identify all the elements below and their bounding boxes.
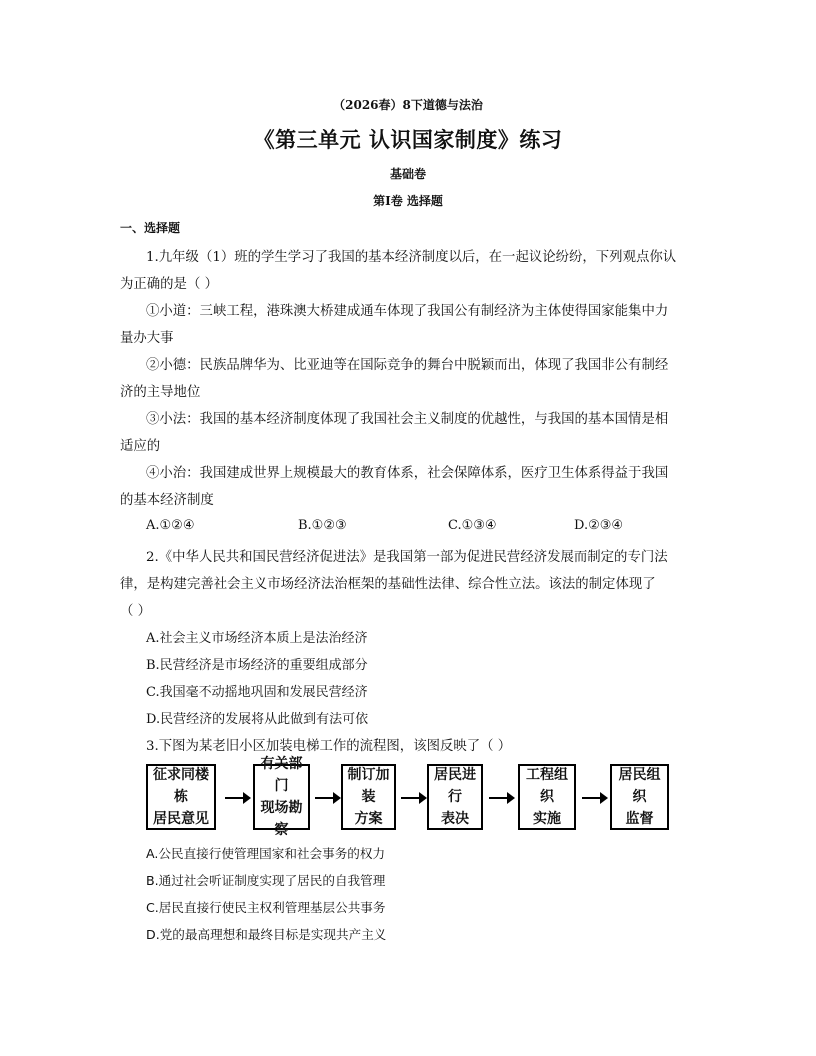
right-arrow-icon (488, 788, 516, 808)
q3-option-a[interactable]: A.公民直接行使管理国家和社会事务的权力 (146, 846, 386, 861)
q1-option-a[interactable]: A.①②④ (146, 518, 195, 533)
flow-step-3-line1: 制订加装 (347, 767, 390, 805)
right-arrow-icon (314, 788, 342, 808)
flow-step-5-line2: 实施 (533, 811, 561, 827)
flow-step-1 (146, 764, 216, 830)
q3-option-c[interactable]: C.居民直接行使民主权利管理基层公共事务 (146, 900, 386, 915)
flow-step-2 (253, 756, 310, 838)
flow-step-1-line2: 居民意见 (153, 811, 209, 827)
elevator-flowchart (120, 756, 680, 838)
q1-statement-3-line2: 适应的 (120, 439, 161, 454)
page-title: 《第三单元 认识国家制度》练习 (253, 127, 563, 152)
q1-statement-4-line1: ④小治：我国建成世界上规模最大的教育体系，社会保障体系，医疗卫生体系得益于我国 (146, 466, 669, 481)
flow-step-4-line2: 表决 (441, 811, 469, 827)
paper-part: 第Ⅰ卷 选择题 (373, 194, 443, 208)
q2-option-d[interactable]: D.民营经济的发展将从此做到有法可依 (146, 712, 369, 727)
paper-level: 基础卷 (389, 167, 426, 181)
q2-option-a[interactable]: A.社会主义市场经济本质上是法治经济 (146, 631, 368, 646)
q1-statement-2-line2: 济的主导地位 (120, 385, 201, 400)
q2-stem-line1: 2.《中华人民共和国民营经济促进法》是我国第一部为促进民营经济发展而制定的专门法 (146, 550, 668, 565)
flow-step-6-line2: 监督 (625, 811, 654, 827)
flow-step-2-line2: 现场勘察 (260, 800, 303, 838)
flow-step-6 (610, 764, 669, 830)
flow-step-5 (518, 764, 576, 830)
q1-statement-1-line2: 量办大事 (120, 331, 174, 346)
flow-step-6-line1: 居民组织 (618, 767, 661, 805)
q2-option-b[interactable]: B.民营经济是市场经济的重要组成部分 (146, 658, 368, 673)
q2-option-c[interactable]: C.我国毫不动摇地巩固和发展民营经济 (146, 685, 368, 700)
q1-statement-3-line1: ③小法：我国的基本经济制度体现了我国社会主义制度的优越性，与我国的基本国情是相 (146, 412, 669, 427)
q1-statement-2-line1: ②小德：民族品牌华为、比亚迪等在国际竞争的舞台中脱颖而出，体现了我国非公有制经 (146, 358, 669, 373)
q3-option-b[interactable]: B.通过社会听证制度实现了居民的自我管理 (146, 873, 386, 888)
q1-option-b[interactable]: B.①②③ (298, 518, 347, 533)
right-arrow-icon (224, 788, 252, 808)
q1-statement-1-line1: ①小道：三峡工程，港珠澳大桥建成通车体现了我国公有制经济为主体使得国家能集中力 (146, 304, 669, 319)
q1-statement-4-line2: 的基本经济制度 (120, 493, 214, 508)
q1-stem-line2: 为正确的是（ ） (120, 277, 218, 292)
flow-step-4 (427, 764, 483, 830)
right-arrow-icon (400, 788, 428, 808)
flow-step-2-line1: 有关部门 (260, 756, 303, 794)
flow-step-4-line1: 居民进行 (434, 767, 476, 805)
q3-option-d[interactable]: D.党的最高理想和最终目标是实现共产主义 (146, 927, 387, 942)
q3-stem: 3.下图为某老旧小区加装电梯工作的流程图，该图反映了（ ） (146, 739, 512, 754)
flow-step-1-line1: 征求同楼栋 (153, 767, 209, 805)
section-heading: 一、选择题 (120, 221, 181, 235)
flow-step-3 (341, 764, 396, 830)
q1-option-c[interactable]: C.①③④ (448, 518, 497, 533)
q1-stem-line1: 1.九年级（1）班的学生学习了我国的基本经济制度以后，在一起议论纷纷，下列观点你认 (146, 250, 677, 265)
q1-option-d[interactable]: D.②③④ (574, 518, 624, 533)
q2-stem-line3: （ ） (120, 604, 152, 619)
flow-step-3-line2: 方案 (354, 811, 383, 827)
course-header: （2026春）8下道德与法治 (333, 98, 483, 112)
flow-step-5-line1: 工程组织 (526, 767, 568, 805)
q2-stem-line2: 律，是构建完善社会主义市场经济法治框架的基础性法律、综合性立法。该法的制定体现了 (120, 577, 656, 592)
right-arrow-icon (581, 788, 609, 808)
